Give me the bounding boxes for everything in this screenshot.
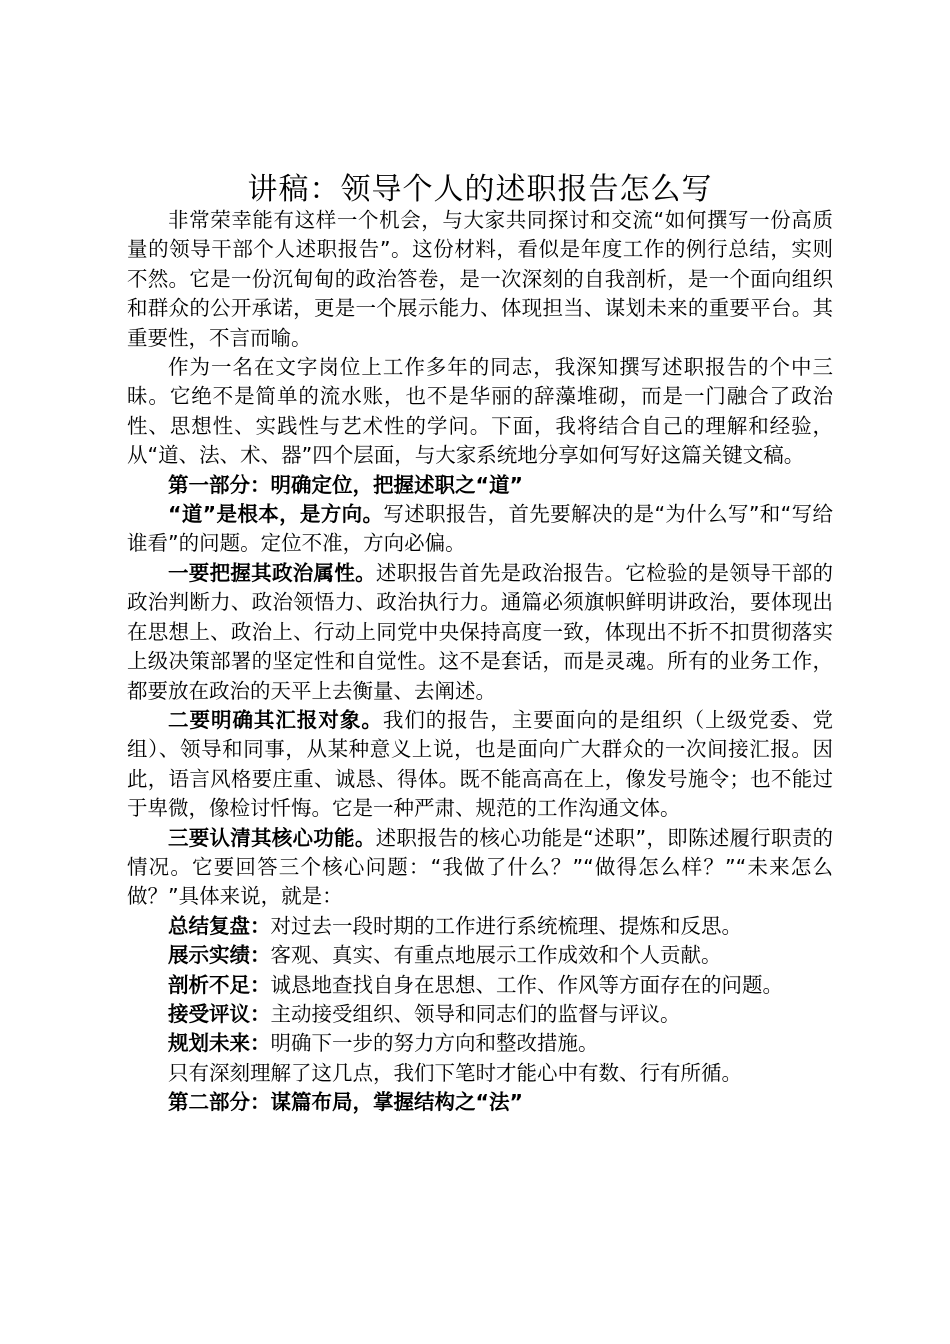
paragraph-text: 写述职报告，首先要解决的是“为什么写”和“写给谁看”的问题。定位不准，方向必偏。 [127, 502, 833, 556]
lead-text: 剖析不足： [168, 972, 271, 997]
list-item-shortcomings [127, 971, 833, 1000]
intro-paragraph-1 [127, 206, 833, 353]
lead-text: “道”是根本，是方向。 [168, 502, 384, 527]
paragraph-text: 我们的报告，主要面向的是组织（上级党委、党组）、领导和同事，从某种意义上说，也是面向广大群众的一次间接汇报。因此，语言风格要庄重、诚恳、得体。既不能高高在上，像发号施令；也不能过于卑微，像检讨忏悔。它是一种严肃、规范的工作沟通文体。 [127, 707, 834, 821]
lead-text: 一要把握其政治属性。 [168, 560, 376, 585]
political-paragraph [127, 559, 833, 706]
list-item-results [127, 941, 833, 970]
paragraph-text: 述职报告的核心功能是“述职”，即陈述履行职责的情况。它要回答三个核心问题：“我做了什么？”“做得怎么样？”“未来怎么做？”具体来说，就是： [127, 825, 833, 909]
list-item-review [127, 1000, 833, 1029]
paragraph-text: 只有深刻理解了这几点，我们下笔时才能心中有数、行有所循。 [168, 1060, 742, 1085]
paragraph-text: 作为一名在文字岗位上工作多年的同志，我深知撰写述职报告的个中三昧。它绝不是简单的流水账，也不是华丽的辞藻堆砌，而是一门融合了政治性、思想性、实践性与艺术性的学问。下面，我将结合自己的理解和经验，从“道、法、术、器”四个层面，与大家系统地分享如何写好这篇关键文稿。 [127, 355, 833, 468]
paragraph-text: 明确下一步的努力方向和整改措施。 [270, 1031, 599, 1056]
heading-text: 第二部分：谋篇布局，掌握结构之“法” [168, 1090, 523, 1115]
paragraph-text: 客观、真实、有重点地展示工作成效和个人贡献。 [270, 943, 722, 968]
paragraph-text: 主动接受组织、领导和同志们的监督与评议。 [270, 1001, 681, 1026]
document-title: 讲稿：领导个人的述职报告怎么写 [247, 172, 713, 207]
paragraph-text: 诚恳地查找自身在思想、工作、作风等方面存在的问题。 [270, 972, 783, 997]
section-heading-2 [127, 1088, 833, 1117]
lead-text: 规划未来： [168, 1031, 271, 1056]
audience-paragraph [127, 706, 833, 824]
document-body [127, 206, 833, 1118]
lead-text: 总结复盘： [168, 913, 271, 938]
function-paragraph [127, 824, 833, 912]
dao-paragraph [127, 500, 833, 559]
lead-text: 三要认清其核心功能。 [168, 825, 376, 850]
intro-paragraph-2 [127, 353, 833, 471]
heading-text: 第一部分：明确定位，把握述职之“道” [168, 472, 523, 497]
paragraph-text: 述职报告首先是政治报告。它检验的是领导干部的政治判断力、政治领悟力、政治执行力。通篇必须旗帜鲜明讲政治，要体现出在思想上、政治上、行动上同党中央保持高度一致，体现出不折不扣贯彻落实上级决策部署的坚定性和自觉性。这不是套话，而是灵魂。所有的业务工作，都要放在政治的天平上去衡量、去阐述。 [127, 560, 834, 703]
list-item-planning [127, 1029, 833, 1058]
section-heading-1 [127, 471, 833, 500]
paragraph-text: 对过去一段时期的工作进行系统梳理、提炼和反思。 [270, 913, 742, 938]
lead-text: 接受评议： [168, 1001, 271, 1026]
lead-text: 二要明确其汇报对象。 [168, 707, 383, 732]
list-item-summary [127, 912, 833, 941]
lead-text: 展示实绩： [168, 943, 271, 968]
closing-paragraph [127, 1059, 833, 1088]
paragraph-text: 非常荣幸能有这样一个机会，与大家共同探讨和交流“如何撰写一份高质量的领导干部个人述职报告”。这份材料，看似是年度工作的例行总结，实则不然。它是一份沉甸甸的政治答卷，是一次深刻的自我剖析，是一个面向组织和群众的公开承诺，更是一个展示能力、体现担当、谋划未来的重要平台。其重要性，不言而喻。 [127, 208, 833, 350]
